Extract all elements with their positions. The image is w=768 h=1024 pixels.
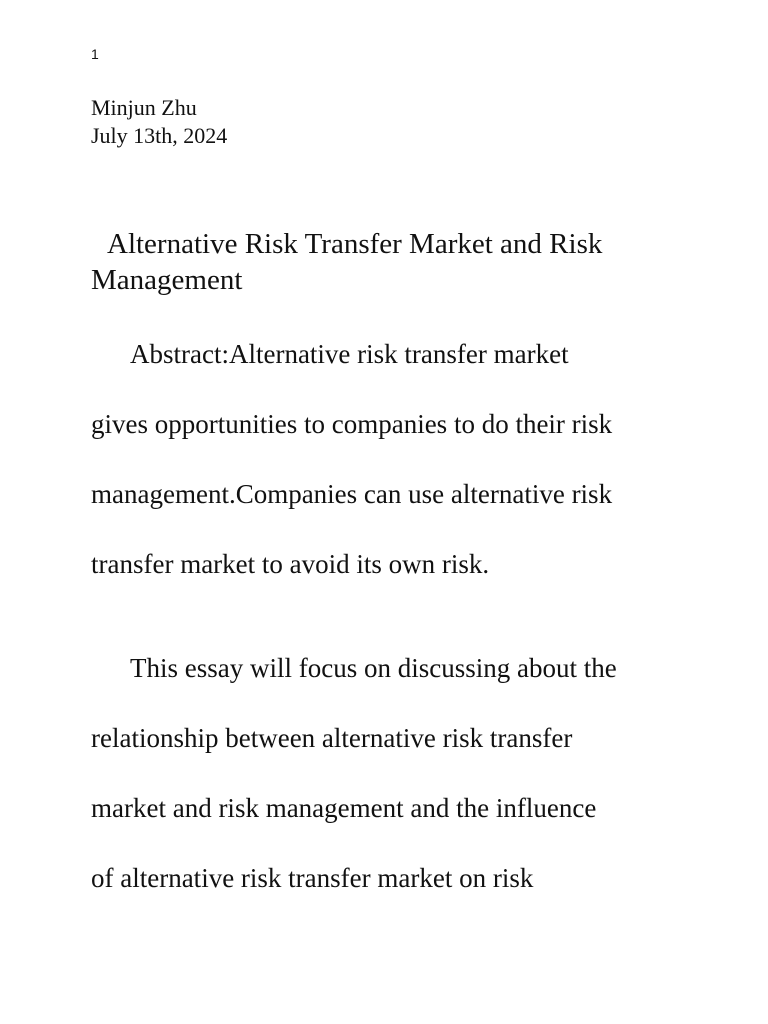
author-name: Minjun Zhu — [91, 95, 197, 120]
paragraph-line: transfer market to avoid its own risk. — [91, 549, 490, 579]
title-line-2: Management — [91, 264, 243, 296]
paragraph-line: This essay will focus on discussing about the — [130, 653, 617, 683]
paragraph-line: Abstract:Alternative risk transfer market — [130, 339, 569, 369]
document-date: July 13th, 2024 — [91, 123, 228, 148]
paragraph-line: relationship between alternative risk transfer — [91, 723, 573, 753]
page-number: 1 — [91, 46, 99, 62]
paragraph-line: management.Companies can use alternative risk — [91, 479, 613, 509]
title-line-1: Alternative Risk Transfer Market and Risk — [107, 228, 603, 260]
author-block — [91, 94, 227, 150]
paragraph-line: market and risk management and the influence — [91, 793, 597, 823]
paragraph-line: gives opportunities to companies to do their risk — [91, 409, 613, 439]
document-title — [91, 226, 671, 298]
abstract-paragraph — [91, 336, 691, 616]
paragraph-line: of alternative risk transfer market on risk — [91, 863, 534, 893]
essay-focus-paragraph — [91, 650, 691, 930]
